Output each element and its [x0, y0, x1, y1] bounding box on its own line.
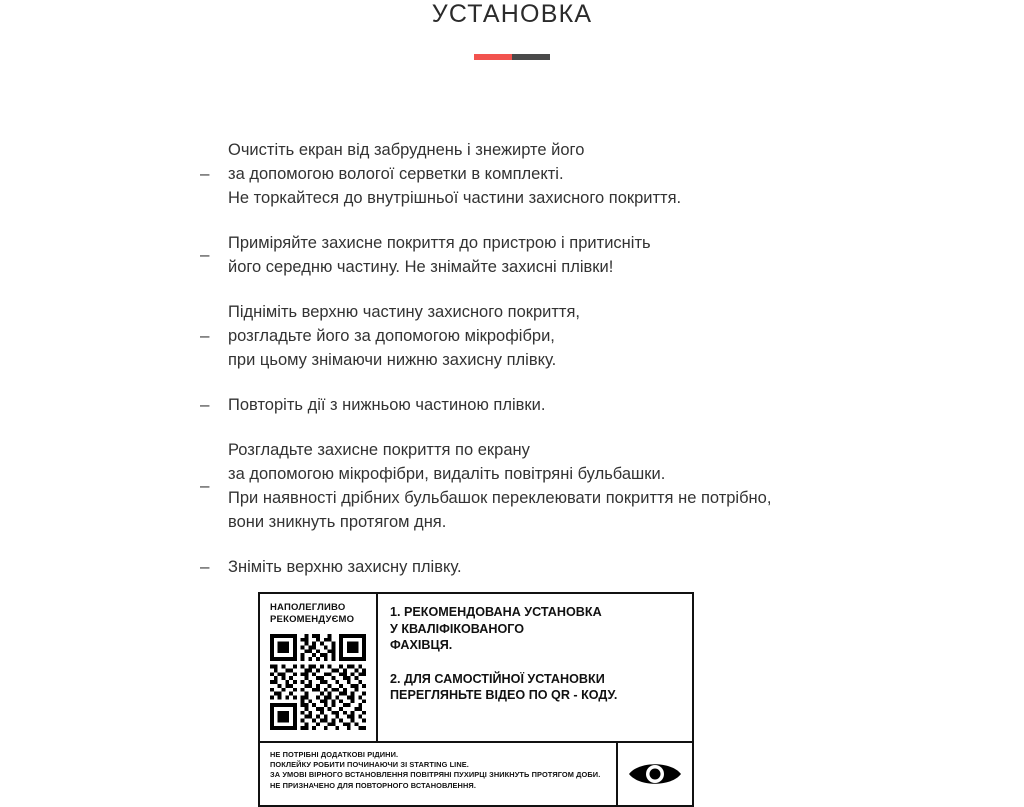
qr-code-icon[interactable] [270, 634, 366, 730]
step-text: Очистіть екран від забруднень і знежирте його за допомогою вологої серветки в комплекті. Не торкайтеся до внутрішньої частини захисного покриття. [228, 141, 682, 207]
list-item [200, 555, 900, 579]
recommendation-card [258, 592, 694, 807]
card-recommendations [378, 594, 692, 741]
list-item [200, 138, 900, 210]
card-line-1: 1. РЕКОМЕНДОВАНА УСТАНОВКА У КВАЛІФІКОВАНОГО ФАХІВЦЯ. [390, 605, 602, 652]
instruction-steps [200, 138, 900, 600]
page-title: УСТАНОВКА [431, 0, 593, 28]
divider-segment-gray [512, 54, 550, 60]
step-text: Зніміть верхню захисну плівку. [228, 558, 462, 576]
list-item [200, 393, 900, 417]
step-marker: – [200, 476, 210, 495]
card-icon-panel [618, 743, 692, 805]
list-item [200, 231, 900, 279]
step-marker: – [200, 557, 210, 576]
card-fine-print: НЕ ПОТРІБНІ ДОДАТКОВІ РІДИНИ. ПОКЛЕЙКУ РОБИТИ ПОЧИНАЮЧИ ЗІ STARTING LINE. ЗА УМОВІ ВІРНОГО ВСТАНОВЛЕННЯ ПОВІТРЯНІ ПУХИРЦІ ЗНИКНУТЬ ПРОТЯГОМ ДОБИ. НЕ ПРИЗНАЧЕНО ДЛЯ ПОВТОРНОГО ВСТАНОВЛЕННЯ. [270, 750, 601, 790]
divider-segment-red [474, 54, 512, 60]
card-badge-label: НАПОЛЕГЛИВО РЕКОМЕНДУЄМО [270, 602, 355, 625]
step-text: Розгладьте захисне покриття по екрану за допомогою мікрофібри, видаліть повітряні бульбашки. При наявності дрібних бульбашок переклеювати покриття не потрібно, вони зникнуть протягом дня. [228, 441, 772, 531]
list-item [200, 438, 900, 534]
card-fine-print-panel [260, 743, 618, 805]
list-item [200, 300, 900, 372]
card-qr-panel [260, 594, 378, 741]
title-divider [0, 54, 1024, 60]
step-marker: – [200, 164, 210, 183]
eye-icon [627, 759, 683, 789]
step-marker: – [200, 245, 210, 264]
card-line-2: 2. ДЛЯ САМОСТІЙНОЇ УСТАНОВКИ ПЕРЕГЛЯНЬТЕ ВІДЕО ПО QR - КОДУ. [390, 671, 618, 702]
step-marker: – [200, 326, 210, 345]
step-marker: – [200, 395, 210, 414]
step-text: Повторіть дії з нижньою частиною плівки. [228, 396, 546, 414]
step-text: Приміряйте захисне покриття до пристрою і притисніть його середню частину. Не знімайте захисні плівки! [228, 234, 651, 276]
card-bottom-section [260, 743, 692, 805]
card-top-section [260, 594, 692, 743]
step-text: Підніміть верхню частину захисного покриття, розгладьте його за допомогою мікрофібри, при цьому знімаючи нижню захисну плівку. [228, 303, 581, 369]
